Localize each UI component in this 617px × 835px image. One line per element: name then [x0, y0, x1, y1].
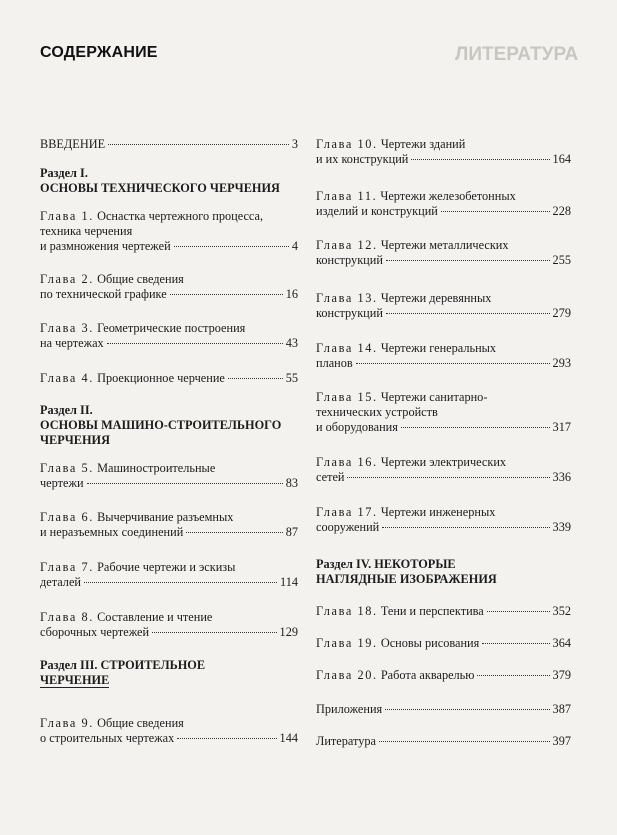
chapter-title: Чертежи электрических — [380, 455, 507, 469]
toc-entry-chapter-8[interactable] — [40, 610, 298, 640]
toc-entry-literature[interactable] — [316, 734, 571, 749]
chapter-prefix: Глава 6. — [40, 510, 94, 524]
page-number: 228 — [552, 204, 571, 218]
chapter-title-cont: чертежи — [40, 476, 84, 490]
chapter-title-cont: сетей — [316, 470, 345, 484]
chapter-title-cont: техника черчения — [40, 224, 133, 238]
chapter-title-cont: по технической графике — [40, 287, 167, 301]
leader-dots — [84, 581, 277, 583]
toc-entry-appendix[interactable] — [316, 702, 571, 717]
section-title: ОСНОВЫ ТЕХНИЧЕСКОГО ЧЕРЧЕНИЯ — [40, 181, 280, 195]
chapter-prefix: Глава 11. — [316, 189, 378, 203]
page-number: 293 — [552, 356, 571, 370]
toc-entry-chapter-10[interactable] — [316, 137, 571, 167]
section-title: СТРОИТЕЛЬНОЕ — [100, 658, 206, 672]
chapter-title-cont: конструкций — [316, 306, 383, 320]
leader-dots — [477, 674, 549, 676]
chapter-title-cont: сборочных чертежей — [40, 625, 150, 639]
leader-dots — [228, 377, 283, 379]
toc-entry-chapter-2[interactable] — [40, 272, 298, 302]
chapter-title: Геометрические построения — [97, 321, 246, 335]
page-number: 3 — [291, 137, 298, 151]
section-title: ОСНОВЫ МАШИНО-СТРОИТЕЛЬНОГО — [40, 418, 282, 432]
chapter-title: Чертежи инженерных — [380, 505, 496, 519]
page-number: 83 — [285, 476, 298, 490]
chapter-prefix: Глава 10. — [316, 137, 378, 151]
leader-dots — [186, 531, 282, 533]
leader-dots — [487, 610, 550, 612]
entry-title: ВВЕДЕНИЕ — [40, 137, 106, 151]
section-title-cont: ЧЕРЧЕНИЕ — [40, 673, 110, 687]
toc-entry-chapter-11[interactable] — [316, 189, 571, 219]
toc-entry-chapter-17[interactable] — [316, 505, 571, 535]
toc-entry-chapter-12[interactable] — [316, 238, 571, 268]
section-heading-4 — [316, 557, 571, 587]
toc-entry-chapter-7[interactable] — [40, 560, 298, 590]
page-number: 43 — [285, 336, 298, 350]
chapter-prefix: Глава 15. — [316, 390, 378, 404]
chapter-prefix: Глава 8. — [40, 610, 94, 624]
page-number: 364 — [552, 636, 571, 650]
section-heading-3 — [40, 658, 298, 688]
chapter-title: Вычерчивание разъемных — [97, 510, 234, 524]
chapter-prefix: Глава 17. — [316, 505, 378, 519]
chapter-title-cont: и оборудования — [316, 420, 398, 434]
chapter-prefix: Глава 19. — [316, 636, 378, 650]
section-label: Раздел II. — [40, 403, 93, 417]
page-number: 114 — [280, 575, 298, 589]
chapter-prefix: Глава 20. — [316, 668, 378, 682]
page-number: 4 — [291, 239, 298, 253]
chapter-title: Рабочие чертежи и эскизы — [97, 560, 236, 574]
chapter-prefix: Глава 7. — [40, 560, 94, 574]
leader-dots — [482, 642, 549, 644]
chapter-prefix: Глава 5. — [40, 461, 94, 475]
chapter-title-cont: и размножения чертежей — [40, 239, 171, 253]
leader-dots — [108, 143, 289, 145]
chapter-prefix: Глава 13. — [316, 291, 378, 305]
leader-dots — [385, 708, 549, 710]
page-title: СОДЕРЖАНИЕ — [40, 44, 158, 61]
section-label: Раздел III. — [40, 658, 98, 672]
page-number: 352 — [552, 604, 571, 618]
chapter-title: Тени и перспектива — [380, 604, 484, 618]
leader-dots — [347, 476, 549, 478]
page-number: 164 — [552, 152, 571, 166]
chapter-prefix: Глава 16. — [316, 455, 378, 469]
leader-dots — [401, 426, 550, 428]
chapter-title: Работа акварелью — [380, 668, 475, 682]
leader-dots — [107, 342, 283, 344]
toc-entry-chapter-18[interactable] — [316, 604, 571, 619]
leader-dots — [356, 362, 550, 364]
page-number: 16 — [285, 287, 298, 301]
section-label: Раздел I. — [40, 166, 88, 180]
entry-title: Литература — [316, 734, 377, 748]
leader-dots — [379, 740, 550, 742]
chapter-title: Чертежи железобетонных — [380, 189, 516, 203]
chapter-title-cont: на чертежах — [40, 336, 104, 350]
chapter-title: Общие сведения — [97, 272, 184, 286]
chapter-title-cont: деталей — [40, 575, 81, 589]
leader-dots — [386, 312, 550, 314]
page-number: 317 — [552, 420, 571, 434]
section-heading-1 — [40, 166, 298, 196]
leader-dots — [382, 526, 549, 528]
page-number: 144 — [279, 731, 298, 745]
leader-dots — [170, 293, 283, 295]
chapter-title: Чертежи металлических — [380, 238, 509, 252]
leader-dots — [411, 158, 549, 160]
chapter-prefix: Глава 3. — [40, 321, 94, 335]
chapter-title-cont: технических устройств — [316, 405, 438, 419]
page-number: 279 — [552, 306, 571, 320]
leader-dots — [441, 210, 550, 212]
chapter-title: Оснастка чертежного процесса, — [97, 209, 264, 223]
leader-dots — [177, 737, 276, 739]
section-title-cont: НАГЛЯДНЫЕ ИЗОБРАЖЕНИЯ — [316, 572, 497, 586]
section-title-cont: ЧЕРЧЕНИЯ — [40, 433, 110, 447]
toc-entry-chapter-4[interactable] — [40, 371, 298, 386]
section-heading-2 — [40, 403, 298, 448]
toc-entry-chapter-14[interactable] — [316, 341, 571, 371]
chapter-prefix: Глава 12. — [316, 238, 378, 252]
leader-dots — [87, 482, 283, 484]
chapter-title: Составление и чтение — [97, 610, 213, 624]
chapter-title: Чертежи генеральных — [380, 341, 497, 355]
bleed-through-heading: ЛИТЕРАТУРА — [455, 44, 579, 65]
chapter-title: Чертежи санитарно- — [380, 390, 488, 404]
chapter-title-cont: и их конструкций — [316, 152, 409, 166]
toc-entry-chapter-19[interactable] — [316, 636, 571, 651]
toc-entry-chapter-3[interactable] — [40, 321, 298, 351]
section-title: НЕКОТОРЫЕ — [374, 557, 456, 571]
leader-dots — [386, 259, 550, 261]
toc-entry-chapter-5[interactable] — [40, 461, 298, 491]
leader-dots — [174, 245, 289, 247]
chapter-title: Чертежи деревянных — [380, 291, 492, 305]
page-number: 379 — [552, 668, 571, 682]
page-number: 336 — [552, 470, 571, 484]
chapter-title: Чертежи зданий — [380, 137, 466, 151]
chapter-title-cont: конструкций — [316, 253, 383, 267]
chapter-title-cont: планов — [316, 356, 353, 370]
chapter-prefix: Глава 4. — [40, 371, 94, 385]
section-label: Раздел IV. — [316, 557, 372, 571]
chapter-title: Проекционное черчение — [97, 371, 225, 385]
chapter-title-cont: и неразъемных соединений — [40, 525, 184, 539]
page-number: 55 — [285, 371, 298, 385]
chapter-title-cont: изделий и конструкций — [316, 204, 438, 218]
chapter-title: Основы рисования — [380, 636, 480, 650]
chapter-title: Общие сведения — [97, 716, 184, 730]
page-number: 397 — [552, 734, 571, 748]
chapter-prefix: Глава 18. — [316, 604, 378, 618]
page-number: 387 — [552, 702, 571, 716]
toc-entry-chapter-9[interactable] — [40, 716, 298, 746]
toc-entry-chapter-15[interactable] — [316, 390, 571, 435]
chapter-title: Машиностроительные — [97, 461, 216, 475]
leader-dots — [152, 631, 276, 633]
toc-entry-introduction[interactable] — [40, 137, 298, 152]
toc-entry-chapter-13[interactable] — [316, 291, 571, 321]
chapter-prefix: Глава 1. — [40, 209, 94, 223]
toc-entry-chapter-20[interactable] — [316, 668, 571, 683]
page-number: 129 — [279, 625, 298, 639]
chapter-title-cont: о строительных чертежах — [40, 731, 175, 745]
toc-entry-chapter-1[interactable] — [40, 209, 298, 254]
page-number: 87 — [285, 525, 298, 539]
page-number: 339 — [552, 520, 571, 534]
page-number: 255 — [552, 253, 571, 267]
entry-title: Приложения — [316, 702, 383, 716]
toc-entry-chapter-16[interactable] — [316, 455, 571, 485]
chapter-title-cont: сооружений — [316, 520, 380, 534]
chapter-prefix: Глава 14. — [316, 341, 378, 355]
chapter-prefix: Глава 2. — [40, 272, 94, 286]
toc-entry-chapter-6[interactable] — [40, 510, 298, 540]
chapter-prefix: Глава 9. — [40, 716, 94, 730]
